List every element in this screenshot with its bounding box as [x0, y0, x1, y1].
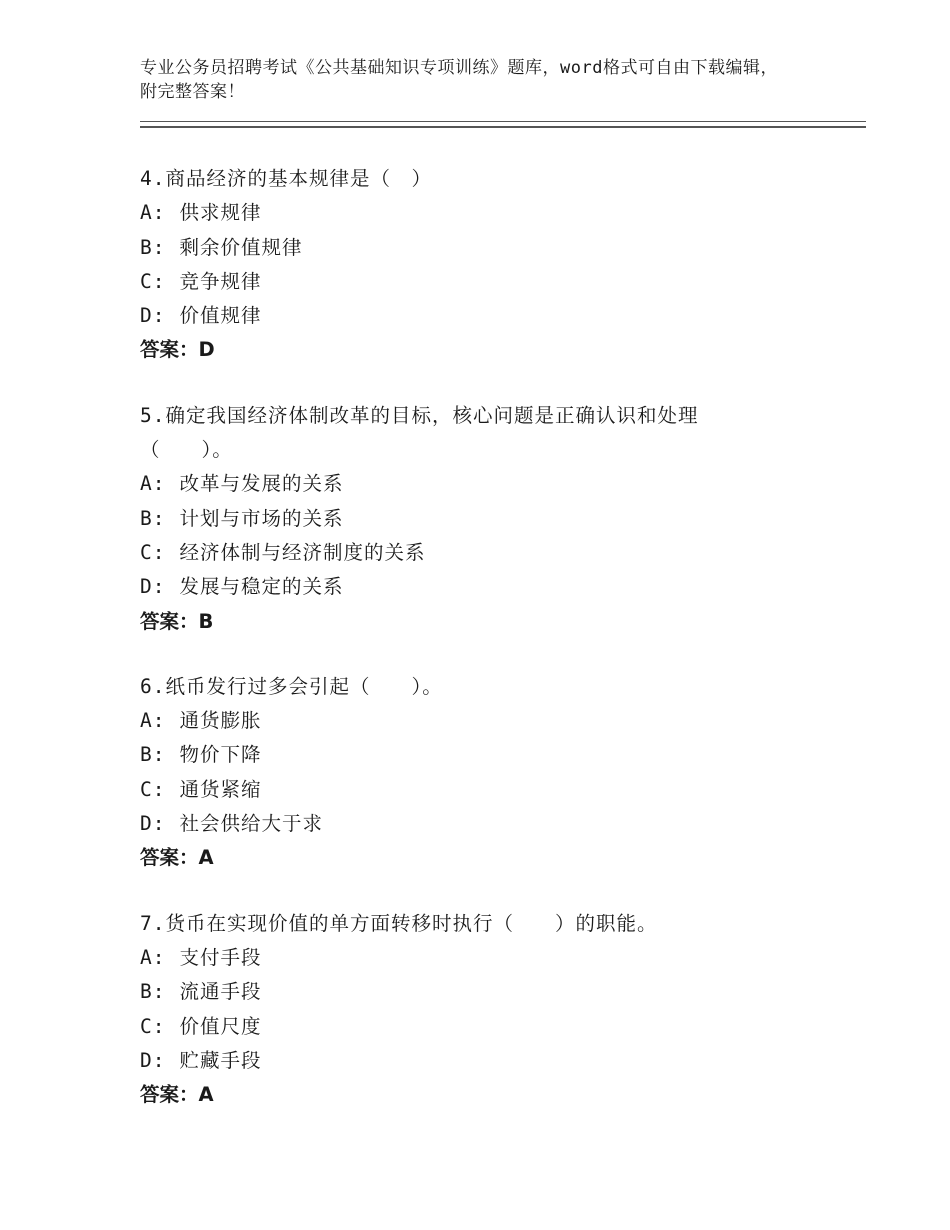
option-key: D:: [140, 1048, 166, 1072]
option-text: 改革与发展的关系: [179, 472, 344, 496]
answer-line: 答案：A: [140, 1083, 214, 1107]
option-text: 供求规律: [179, 201, 262, 225]
option-d: [140, 299, 866, 333]
option-text: 经济体制与经济制度的关系: [179, 540, 426, 564]
option-key: C:: [140, 1014, 166, 1038]
question-4: [140, 162, 866, 368]
option-key: A:: [140, 472, 166, 496]
option-key: B:: [140, 235, 166, 259]
option-key: C:: [140, 777, 166, 801]
option-text: 计划与市场的关系: [179, 506, 344, 530]
option-key: D:: [140, 304, 166, 328]
option-text: 物价下降: [179, 743, 262, 767]
answer-line: 答案：A: [140, 846, 214, 870]
option-a: [140, 467, 866, 501]
answer-line: 答案：B: [140, 609, 214, 633]
option-text: 发展与稳定的关系: [179, 575, 344, 599]
option-c: [140, 1010, 866, 1044]
question-6: [140, 670, 866, 876]
option-key: C:: [140, 540, 166, 564]
option-key: A:: [140, 201, 166, 225]
option-key: D:: [140, 575, 166, 599]
option-text: 通货膨胀: [179, 709, 262, 733]
option-c: [140, 773, 866, 807]
option-text: 流通手段: [179, 980, 262, 1004]
option-text: 竞争规律: [179, 269, 262, 293]
option-key: C:: [140, 269, 166, 293]
option-key: B:: [140, 506, 166, 530]
option-text: 通货紧缩: [179, 777, 262, 801]
option-text: 价值规律: [179, 304, 262, 328]
question-7: [140, 907, 866, 1113]
header-rule: [140, 121, 866, 128]
answer-line: 答案：D: [140, 338, 215, 362]
option-a: [140, 941, 866, 975]
option-c: [140, 265, 866, 299]
option-text: 贮藏手段: [179, 1048, 262, 1072]
question-5: [140, 399, 866, 639]
question-stem: 7.货币在实现价值的单方面转移时执行（ ）的职能。: [140, 911, 658, 935]
page-header: 专业公务员招聘考试《公共基础知识专项训练》题库，word格式可自由下载编辑，附完整答案！: [140, 58, 778, 102]
option-d: [140, 807, 866, 841]
option-key: B:: [140, 980, 166, 1004]
option-key: B:: [140, 743, 166, 767]
option-c: [140, 536, 866, 570]
option-b: [140, 502, 866, 536]
option-text: 社会供给大于求: [179, 812, 323, 836]
option-text: 剩余价值规律: [179, 235, 303, 259]
option-b: [140, 975, 866, 1009]
question-stem: 5.确定我国经济体制改革的目标，核心问题是正确认识和处理（ ）。: [140, 403, 699, 462]
option-text: 支付手段: [179, 945, 262, 969]
option-key: A:: [140, 945, 166, 969]
option-b: [140, 231, 866, 265]
option-text: 价值尺度: [179, 1014, 262, 1038]
option-a: [140, 704, 866, 738]
option-key: D:: [140, 812, 166, 836]
option-d: [140, 570, 866, 604]
option-b: [140, 738, 866, 772]
question-stem: 4.商品经济的基本规律是（ ）: [140, 167, 432, 190]
option-a: [140, 196, 866, 230]
question-list: [140, 162, 866, 1143]
question-stem: 6.纸币发行过多会引起（ ）。: [140, 674, 443, 698]
option-d: [140, 1044, 866, 1078]
option-key: A:: [140, 709, 166, 733]
